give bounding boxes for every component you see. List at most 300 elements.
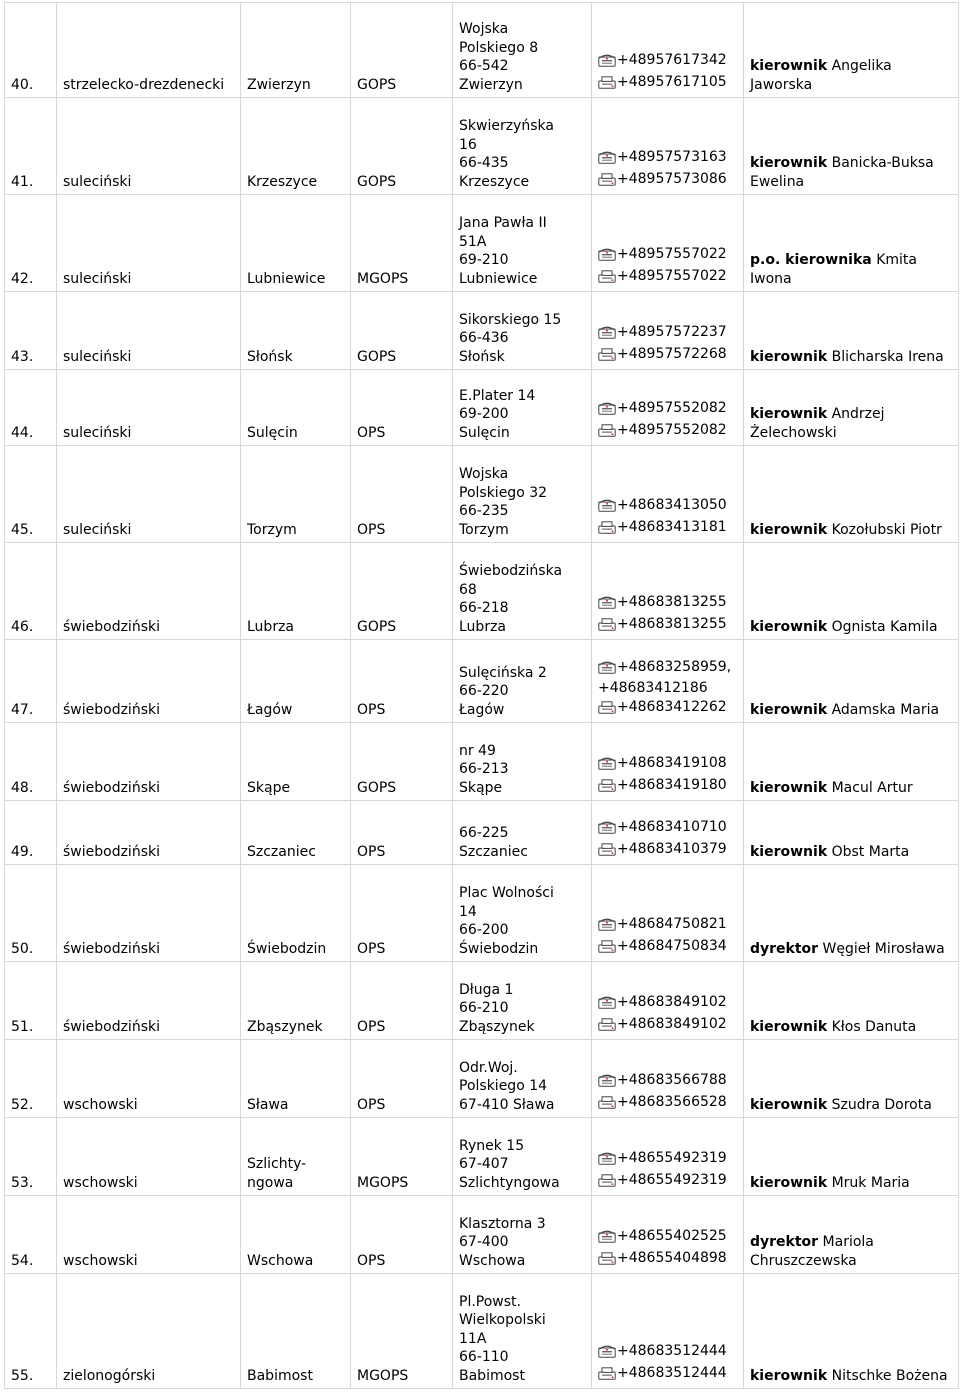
county-name: świebodziński <box>63 940 160 957</box>
phone-entry <box>598 915 737 937</box>
fax-icon <box>598 270 616 289</box>
phone-number: +48957572268 <box>617 345 727 362</box>
address-line: Szlichtyngowa <box>459 1174 560 1191</box>
address-line: 66-436 <box>459 330 509 346</box>
table-row <box>5 962 959 1040</box>
county-name: wschowski <box>63 1252 138 1269</box>
phone-cell <box>592 3 744 98</box>
head-name: Adamska Maria <box>831 701 940 718</box>
county-cell <box>57 801 241 865</box>
row-number: 43. <box>11 348 34 365</box>
phone-number: +48683419108 <box>617 755 727 771</box>
county-name: suleciński <box>63 173 132 190</box>
address-line: 51A <box>459 233 487 250</box>
institution-type-cell <box>351 865 453 962</box>
address-line: Plac Wolności <box>459 885 554 901</box>
row-number-cell <box>5 543 57 640</box>
address-line: 66-110 <box>459 1349 509 1365</box>
phone-number: +48683512444 <box>617 1343 727 1359</box>
phone-number: +48655402525 <box>617 1228 727 1244</box>
head-role: kierownik <box>750 843 828 860</box>
phone-cell <box>592 1196 744 1274</box>
town-line: ngowa <box>247 1174 294 1191</box>
address-line: 67-400 <box>459 1234 509 1250</box>
head-cell <box>744 640 959 723</box>
phone-entry <box>598 776 737 798</box>
head-role: dyrektor <box>750 1234 819 1250</box>
county-name: wschowski <box>63 1096 138 1113</box>
head-name: Szudra Dorota <box>831 1096 932 1113</box>
address-line: 66-235 <box>459 503 509 519</box>
institution-type: OPS <box>357 1096 386 1113</box>
phone-number: +48957617105 <box>617 73 727 90</box>
phone-number: +48683412186 <box>598 680 708 696</box>
county-name: świebodziński <box>63 843 160 860</box>
phone-entry <box>598 937 737 959</box>
head-role: kierownik <box>750 1096 828 1113</box>
town-line: Świebodzin <box>247 940 327 957</box>
fax-icon <box>598 76 616 95</box>
row-number-cell <box>5 723 57 801</box>
county-cell <box>57 543 241 640</box>
town-line: Szczaniec <box>247 843 316 860</box>
fax-icon <box>598 521 616 540</box>
phone-entry <box>598 679 737 698</box>
row-number: 55. <box>11 1367 34 1384</box>
head-name: Kłos Danuta <box>831 1018 917 1035</box>
phone-number: +48684750834 <box>617 937 727 954</box>
address-cell <box>453 195 592 292</box>
table-row <box>5 1274 959 1389</box>
county-name: suleciński <box>63 270 132 287</box>
phone-number: +48957557022 <box>617 246 727 262</box>
institution-type: OPS <box>357 940 386 957</box>
head-cell <box>744 801 959 865</box>
institution-type-cell <box>351 195 453 292</box>
phone-icon <box>598 248 616 267</box>
head-cell <box>744 3 959 98</box>
institution-type: OPS <box>357 701 386 718</box>
phone-cell <box>592 1040 744 1118</box>
address-line: Polskiego 32 <box>459 484 548 501</box>
address-cell <box>453 1040 592 1118</box>
town-cell <box>241 865 351 962</box>
row-number-cell <box>5 370 57 446</box>
institution-type: MGOPS <box>357 1367 409 1384</box>
town-cell <box>241 801 351 865</box>
row-number: 44. <box>11 424 34 441</box>
phone-entry <box>598 267 737 289</box>
phone-entry <box>598 518 737 540</box>
address-cell <box>453 962 592 1040</box>
address-cell <box>453 1196 592 1274</box>
phone-icon <box>598 402 616 421</box>
phone-number: +48683512444 <box>617 1364 727 1381</box>
table-body <box>5 3 959 1389</box>
phone-cell <box>592 98 744 195</box>
town-line: Łagów <box>247 701 293 718</box>
address-cell <box>453 1274 592 1389</box>
head-cell <box>744 98 959 195</box>
table-row <box>5 640 959 723</box>
institution-type-cell <box>351 543 453 640</box>
head-name: Angelika Jaworska <box>750 58 892 93</box>
county-name: strzelecko-drezdenecki <box>63 76 225 93</box>
head-role: kierownik <box>750 406 828 422</box>
phone-entry <box>598 993 737 1015</box>
head-role: kierownik <box>750 1018 828 1035</box>
address-line: 69-210 <box>459 252 509 268</box>
town-line: Wschowa <box>247 1252 314 1269</box>
address-line: Słońsk <box>459 348 505 365</box>
head-name: Mariola Chruszczewska <box>750 1234 874 1269</box>
county-name: suleciński <box>63 348 132 365</box>
county-name: suleciński <box>63 424 132 441</box>
table-row <box>5 865 959 962</box>
address-line: Sulęcińska 2 <box>459 664 547 681</box>
institution-type: GOPS <box>357 76 397 93</box>
institution-type-cell <box>351 801 453 865</box>
address-cell <box>453 370 592 446</box>
phone-entry <box>598 1249 737 1271</box>
phone-entry <box>598 421 737 443</box>
phone-icon <box>598 1230 616 1249</box>
county-name: świebodziński <box>63 1018 160 1035</box>
town-cell <box>241 962 351 1040</box>
institution-type: OPS <box>357 424 386 441</box>
address-cell <box>453 98 592 195</box>
row-number-cell <box>5 640 57 723</box>
phone-number: +48683566788 <box>617 1072 727 1088</box>
address-line: Skąpe <box>459 779 503 796</box>
fax-icon <box>598 1018 616 1037</box>
address-line: 16 <box>459 136 477 153</box>
address-line: 11A <box>459 1330 487 1347</box>
town-cell <box>241 446 351 543</box>
fax-icon <box>598 940 616 959</box>
county-cell <box>57 640 241 723</box>
institution-type-cell <box>351 370 453 446</box>
institution-type-cell <box>351 1040 453 1118</box>
phone-entry <box>598 1093 737 1115</box>
phone-entry <box>598 345 737 367</box>
address-line: nr 49 <box>459 742 496 759</box>
row-number: 41. <box>11 173 34 190</box>
phone-cell <box>592 801 744 865</box>
town-cell <box>241 1274 351 1389</box>
row-number-cell <box>5 962 57 1040</box>
head-role: kierownik <box>750 701 828 718</box>
county-cell <box>57 865 241 962</box>
row-number-cell <box>5 98 57 195</box>
head-name: Macul Artur <box>831 779 913 796</box>
fax-icon <box>598 701 616 720</box>
table-row <box>5 1040 959 1118</box>
phone-entry <box>598 1227 737 1249</box>
address-line: 66-200 <box>459 922 509 938</box>
fax-icon <box>598 779 616 798</box>
county-cell <box>57 1196 241 1274</box>
address-cell <box>453 292 592 370</box>
row-number: 48. <box>11 779 34 796</box>
institution-type-cell <box>351 640 453 723</box>
address-line: Wojska <box>459 466 509 482</box>
head-cell <box>744 1118 959 1196</box>
phone-number: +48655404898 <box>617 1249 727 1266</box>
head-cell <box>744 195 959 292</box>
county-name: świebodziński <box>63 618 160 635</box>
town-cell <box>241 98 351 195</box>
phone-cell <box>592 543 744 640</box>
table-row <box>5 370 959 446</box>
head-cell <box>744 1274 959 1389</box>
phone-cell <box>592 195 744 292</box>
county-cell <box>57 3 241 98</box>
row-number: 52. <box>11 1096 34 1113</box>
row-number-cell <box>5 1274 57 1389</box>
ops-directory-table <box>4 2 959 1389</box>
fax-icon <box>598 618 616 637</box>
town-cell <box>241 3 351 98</box>
institution-type-cell <box>351 1118 453 1196</box>
phone-number: +48683413050 <box>617 497 727 513</box>
phone-entry <box>598 1364 737 1386</box>
county-name: zielonogórski <box>63 1367 156 1384</box>
town-line: Zwierzyn <box>247 76 311 93</box>
phone-number: +48957573163 <box>617 149 727 165</box>
table-row <box>5 292 959 370</box>
town-line: Skąpe <box>247 779 291 796</box>
row-number-cell <box>5 865 57 962</box>
phone-cell <box>592 640 744 723</box>
institution-type-cell <box>351 723 453 801</box>
row-number-cell <box>5 446 57 543</box>
address-line: Zbąszynek <box>459 1018 535 1035</box>
institution-type: GOPS <box>357 618 397 635</box>
row-number-cell <box>5 1196 57 1274</box>
fax-icon <box>598 1096 616 1115</box>
row-number-cell <box>5 1040 57 1118</box>
institution-type-cell <box>351 962 453 1040</box>
address-line: Wschowa <box>459 1252 526 1269</box>
address-line: 14 <box>459 903 477 920</box>
address-line: 69-200 <box>459 406 509 422</box>
fax-icon <box>598 1367 616 1386</box>
county-name: wschowski <box>63 1174 138 1191</box>
county-cell <box>57 1118 241 1196</box>
address-line: Skwierzyńska <box>459 118 554 134</box>
address-line: Lubrza <box>459 618 506 635</box>
phone-number: +48683410710 <box>617 819 727 835</box>
head-cell <box>744 370 959 446</box>
institution-type-cell <box>351 446 453 543</box>
phone-number: +48957572237 <box>617 324 727 340</box>
town-line: Lubrza <box>247 618 294 635</box>
phone-number: +48683566528 <box>617 1093 727 1110</box>
address-cell <box>453 801 592 865</box>
institution-type-cell <box>351 292 453 370</box>
row-number: 45. <box>11 521 34 538</box>
institution-type: GOPS <box>357 779 397 796</box>
county-cell <box>57 962 241 1040</box>
phone-entry <box>598 754 737 776</box>
address-line: 67-407 <box>459 1156 509 1172</box>
row-number: 47. <box>11 701 34 718</box>
address-line: Sulęcin <box>459 424 510 441</box>
phone-icon <box>598 596 616 615</box>
row-number: 51. <box>11 1018 34 1035</box>
table-row <box>5 3 959 98</box>
table-row <box>5 446 959 543</box>
address-line: Torzym <box>459 521 509 538</box>
phone-number: +48683849102 <box>617 1015 727 1032</box>
address-line: Krzeszyce <box>459 173 530 190</box>
phone-icon <box>598 151 616 170</box>
address-line: Wielkopolski <box>459 1312 546 1328</box>
head-role: kierownik <box>750 1367 828 1384</box>
head-role: kierownik <box>750 521 828 538</box>
phone-number: +48683419180 <box>617 776 727 793</box>
institution-type: OPS <box>357 843 386 860</box>
town-line: Babimost <box>247 1367 313 1384</box>
phone-number: +48655492319 <box>617 1150 727 1166</box>
phone-entry <box>598 658 737 680</box>
phone-number: +48683258959, <box>617 658 732 675</box>
phone-number: +48683413181 <box>617 518 727 535</box>
phone-icon <box>598 326 616 345</box>
table-row <box>5 543 959 640</box>
head-cell <box>744 543 959 640</box>
head-role: kierownik <box>750 618 828 635</box>
phone-cell <box>592 370 744 446</box>
address-line: Zwierzyn <box>459 76 523 93</box>
fax-icon <box>598 424 616 443</box>
head-name: Węgieł Mirosława <box>822 940 945 957</box>
address-cell <box>453 640 592 723</box>
institution-type: MGOPS <box>357 1174 409 1191</box>
county-cell <box>57 446 241 543</box>
address-line: 66-435 <box>459 155 509 171</box>
county-cell <box>57 292 241 370</box>
address-line: 67-410 Sława <box>459 1096 555 1113</box>
address-cell <box>453 543 592 640</box>
phone-entry <box>598 1171 737 1193</box>
head-cell <box>744 446 959 543</box>
phone-entry <box>598 73 737 95</box>
head-name: Mruk Maria <box>831 1174 910 1191</box>
address-line: 66-213 <box>459 761 509 777</box>
phone-icon <box>598 54 616 73</box>
phone-icon <box>598 1074 616 1093</box>
head-name: Blicharska Irena <box>831 348 944 365</box>
phone-icon <box>598 1152 616 1171</box>
phone-number: +48957617342 <box>617 52 727 68</box>
county-cell <box>57 195 241 292</box>
phone-number: +48683849102 <box>617 994 727 1010</box>
address-cell <box>453 446 592 543</box>
head-name: Andrzej Żelechowski <box>750 406 885 441</box>
phone-cell <box>592 1118 744 1196</box>
county-name: suleciński <box>63 521 132 538</box>
table-row <box>5 195 959 292</box>
town-cell <box>241 1118 351 1196</box>
head-cell <box>744 292 959 370</box>
address-line: 66-210 <box>459 1000 509 1016</box>
head-role: kierownik <box>750 779 828 796</box>
head-cell <box>744 865 959 962</box>
address-line: Świebodzińska <box>459 563 563 579</box>
phone-entry <box>598 323 737 345</box>
head-role: p.o. kierownika <box>750 252 872 268</box>
phone-cell <box>592 962 744 1040</box>
address-line: 66-218 <box>459 600 509 616</box>
phone-entry <box>598 593 737 615</box>
row-number-cell <box>5 801 57 865</box>
institution-type: OPS <box>357 1018 386 1035</box>
phone-icon <box>598 996 616 1015</box>
institution-type-cell <box>351 1274 453 1389</box>
town-cell <box>241 1196 351 1274</box>
address-line: 68 <box>459 581 477 598</box>
phone-entry <box>598 1342 737 1364</box>
phone-number: +48957552082 <box>617 400 727 416</box>
row-number-cell <box>5 195 57 292</box>
row-number-cell <box>5 292 57 370</box>
phone-cell <box>592 723 744 801</box>
head-role: kierownik <box>750 1174 828 1191</box>
row-number-cell <box>5 3 57 98</box>
phone-icon <box>598 918 616 937</box>
phone-entry <box>598 51 737 73</box>
phone-entry <box>598 1071 737 1093</box>
phone-entry <box>598 148 737 170</box>
town-line: Sulęcin <box>247 424 298 441</box>
head-role: kierownik <box>750 155 828 171</box>
phone-entry <box>598 840 737 862</box>
county-cell <box>57 723 241 801</box>
town-line: Słońsk <box>247 348 293 365</box>
phone-number: +48655492319 <box>617 1171 727 1188</box>
county-name: świebodziński <box>63 701 160 718</box>
head-role: kierownik <box>750 348 828 365</box>
county-cell <box>57 1040 241 1118</box>
phone-entry <box>598 170 737 192</box>
head-cell <box>744 1040 959 1118</box>
table-row <box>5 1196 959 1274</box>
phone-number: +48957573086 <box>617 170 727 187</box>
address-line: 66-542 <box>459 58 509 74</box>
town-line: Szlichty- <box>247 1156 307 1172</box>
address-line: 66-225 <box>459 825 509 841</box>
town-line: Sława <box>247 1096 289 1113</box>
address-line: Długa 1 <box>459 981 514 998</box>
head-name: Nitschke Bożena <box>831 1367 948 1384</box>
phone-icon <box>598 661 616 680</box>
address-line: Polskiego 8 <box>459 39 539 56</box>
town-line: Zbąszynek <box>247 1018 323 1035</box>
town-line: Torzym <box>247 521 297 538</box>
phone-icon <box>598 821 616 840</box>
phone-number: +48683412262 <box>617 698 727 715</box>
row-number: 46. <box>11 618 34 635</box>
address-line: Lubniewice <box>459 270 538 287</box>
head-cell <box>744 1196 959 1274</box>
address-cell <box>453 723 592 801</box>
county-name: świebodziński <box>63 779 160 796</box>
town-line: Lubniewice <box>247 270 326 287</box>
institution-type: OPS <box>357 521 386 538</box>
town-line: Krzeszyce <box>247 173 318 190</box>
